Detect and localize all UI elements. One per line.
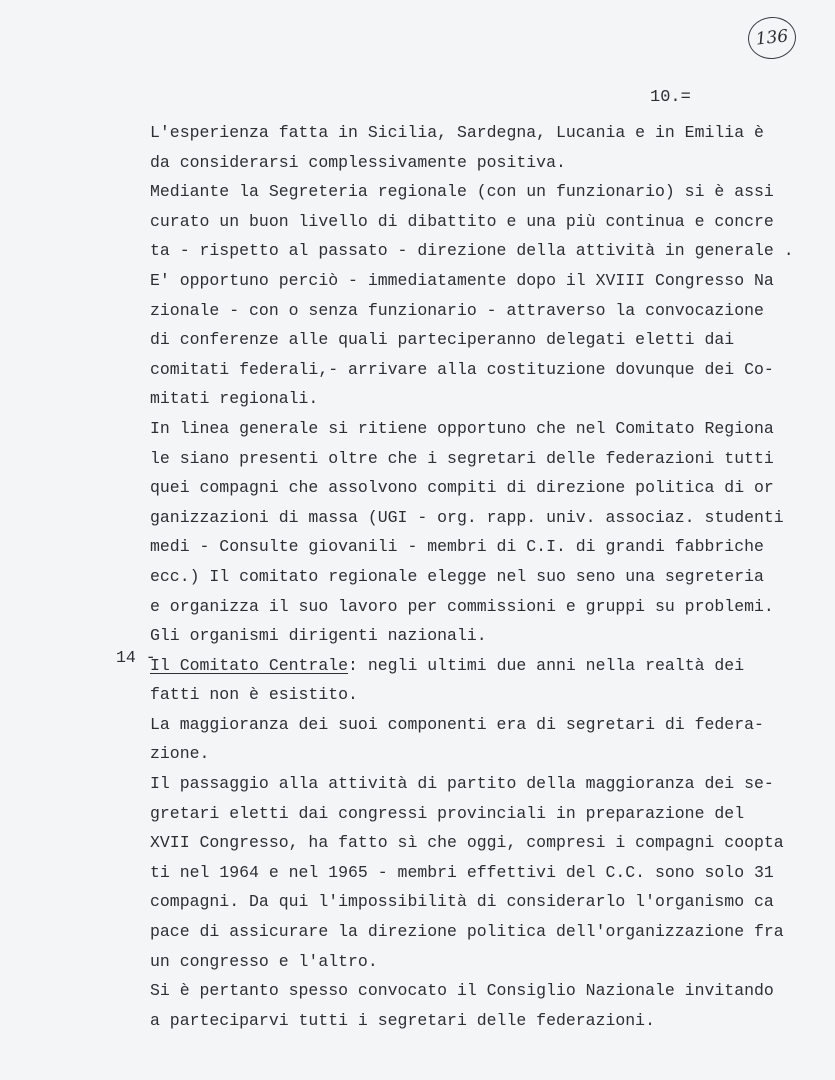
text-line: gretari eletti dai congressi provinciali in preparazione del bbox=[150, 803, 745, 823]
section-heading-rest: : negli ultimi due anni nella realtà dei bbox=[348, 655, 745, 675]
text-line: E' opportuno perciò - immediatamente dopo il XVIII Congresso Na bbox=[150, 270, 774, 290]
text-line: curato un buon livello di dibattito e una più continua e concre bbox=[150, 211, 774, 231]
text-line: compagni. Da qui l'impossibilità di considerarlo l'organismo ca bbox=[150, 892, 774, 912]
text-line: comitati federali,- arrivare alla costituzione dovunque dei Co- bbox=[150, 359, 774, 379]
text-line: XVII Congresso, ha fatto sì che oggi, compresi i compagni coopta bbox=[150, 833, 784, 853]
text-line: ta - rispetto al passato - direzione della attività in generale . bbox=[150, 241, 794, 261]
text-line: ti nel 1964 e nel 1965 - membri effettivi del C.C. sono solo 31 bbox=[150, 862, 774, 882]
text-line: un congresso e l'altro. bbox=[150, 951, 378, 971]
text-line: L'esperienza fatta in Sicilia, Sardegna, Lucania e in Emilia è bbox=[150, 123, 764, 142]
text-line: In linea generale si ritiene opportuno che nel Comitato Regiona bbox=[150, 418, 774, 438]
section-number: 14 - bbox=[116, 648, 156, 667]
archive-stamp bbox=[746, 15, 798, 62]
text-line: mitati regionali. bbox=[150, 389, 319, 409]
text-line: Mediante la Segreteria regionale (con un funzionario) si è assi bbox=[150, 182, 774, 202]
text-line: fatti non è esistito. bbox=[150, 685, 358, 705]
text-line: ganizzazioni di massa (UGI - org. rapp. univ. associaz. studenti bbox=[150, 507, 784, 527]
text-line: da considerarsi complessivamente positiva. bbox=[150, 152, 566, 172]
text-line: a parteciparvi tutti i segretari delle federazioni. bbox=[150, 1010, 655, 1030]
section-14-first-line bbox=[150, 651, 790, 681]
text-line: quei compagni che assolvono compiti di direzione politica di or bbox=[150, 478, 774, 498]
section-heading: Il Comitato Centrale bbox=[150, 655, 349, 675]
text-line: e organizza il suo lavoro per commissioni e gruppi su problemi. bbox=[150, 596, 774, 616]
body-text bbox=[150, 118, 794, 1035]
text-line: Si è pertanto spesso convocato il Consiglio Nazionale invitando bbox=[150, 981, 774, 1001]
text-line: le siano presenti oltre che i segretari delle federazioni tutti bbox=[150, 448, 774, 468]
page-number: 10.= bbox=[650, 88, 691, 107]
text-line: La maggioranza dei suoi componenti era di segretari di federa- bbox=[150, 714, 764, 734]
text-line: pace di assicurare la direzione politica dell'organizzazione fra bbox=[150, 922, 784, 942]
text-line: zione. bbox=[150, 744, 210, 764]
text-line: zionale - con o senza funzionario - attraverso la convocazione bbox=[150, 300, 764, 320]
text-line: ecc.) Il comitato regionale elegge nel suo seno una segreteria bbox=[150, 566, 764, 586]
text-line: Il passaggio alla attività di partito della maggioranza dei se- bbox=[150, 774, 774, 794]
stamp-number: 136 bbox=[754, 26, 790, 50]
text-line: medi - Consulte giovanili - membri di C.I. di grandi fabbriche bbox=[150, 537, 764, 557]
section-title: Gli organismi dirigenti nazionali. bbox=[150, 626, 487, 646]
text-line: di conferenze alle quali parteciperanno delegati eletti dai bbox=[150, 330, 735, 350]
